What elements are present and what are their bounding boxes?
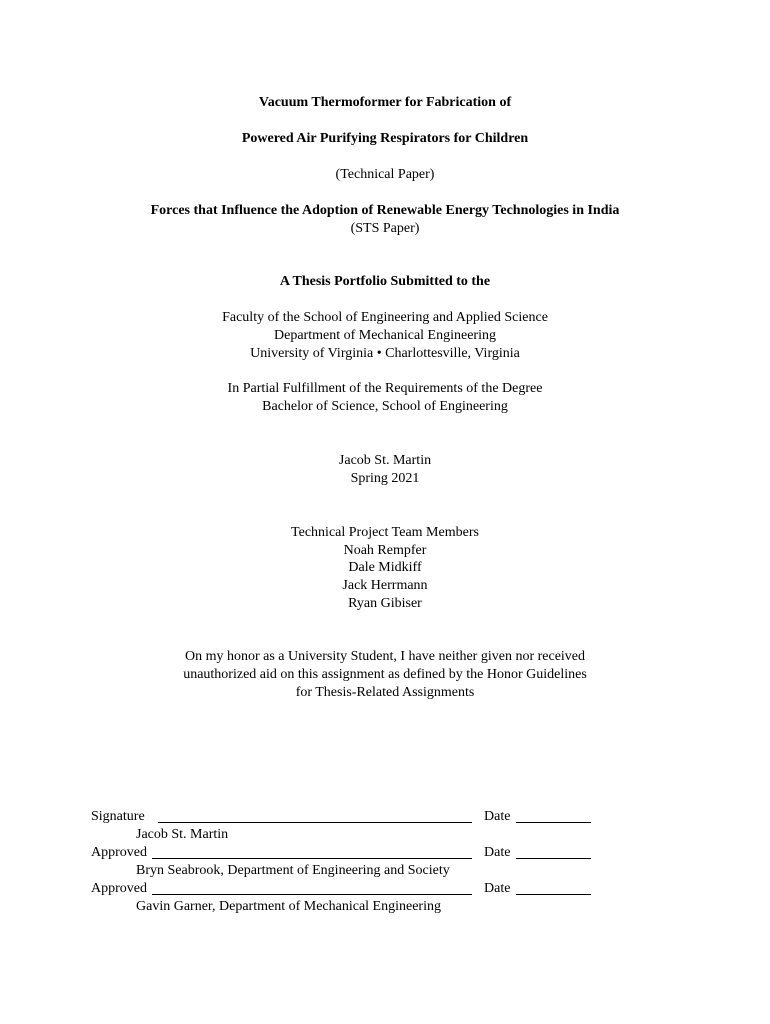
fulfillment-line: In Partial Fulfillment of the Requirements of the Degree (227, 381, 543, 396)
signature-date-label: Date (484, 809, 511, 824)
technical-paper-label: (Technical Paper) (335, 167, 435, 182)
degree-line: Bachelor of Science, School of Engineering (262, 399, 508, 414)
team-member: Jack Herrmann (342, 578, 428, 593)
approval-label: Approved (91, 881, 147, 896)
honor-statement-line-2: unauthorized aid on this assignment as defined by the Honor Guidelines (183, 667, 587, 682)
technical-title-line-2: Powered Air Purifying Respirators for Children (241, 131, 529, 146)
signer-name: Jacob St. Martin (136, 827, 229, 842)
approver-name: Gavin Garner, Department of Mechanical Engineering (136, 899, 441, 914)
signature-date-line (516, 810, 591, 823)
honor-statement-line-3: for Thesis-Related Assignments (295, 685, 475, 700)
technical-title-line-1: Vacuum Thermoformer for Fabrication of (258, 95, 512, 110)
honor-statement-line-1: On my honor as a University Student, I have neither given nor received (184, 649, 586, 664)
approval-line (152, 846, 472, 859)
department-line: Department of Mechanical Engineering (274, 328, 496, 343)
team-member: Dale Midkiff (348, 560, 422, 575)
approval-date-label: Date (484, 845, 511, 860)
team-member: Noah Rempfer (343, 543, 427, 558)
approval-date-label: Date (484, 881, 511, 896)
approval-line (152, 882, 472, 895)
team-heading: Technical Project Team Members (291, 525, 479, 540)
university-line: University of Virginia • Charlottesville, Virginia (250, 346, 520, 361)
sts-paper-label: (STS Paper) (350, 221, 420, 236)
team-member: Ryan Gibiser (348, 596, 422, 611)
faculty-line: Faculty of the School of Engineering and Applied Science (222, 310, 548, 325)
approval-date-line (516, 882, 591, 895)
approver-name: Bryn Seabrook, Department of Engineering and Society (136, 863, 450, 878)
signature-line (158, 810, 472, 823)
submission-heading: A Thesis Portfolio Submitted to the (279, 274, 491, 289)
sts-title: Forces that Influence the Adoption of Renewable Energy Technologies in India (150, 203, 620, 218)
author-name: Jacob St. Martin (338, 453, 432, 468)
author-term: Spring 2021 (350, 471, 420, 486)
approval-label: Approved (91, 845, 147, 860)
approval-date-line (516, 846, 591, 859)
signature-label: Signature (91, 809, 145, 824)
